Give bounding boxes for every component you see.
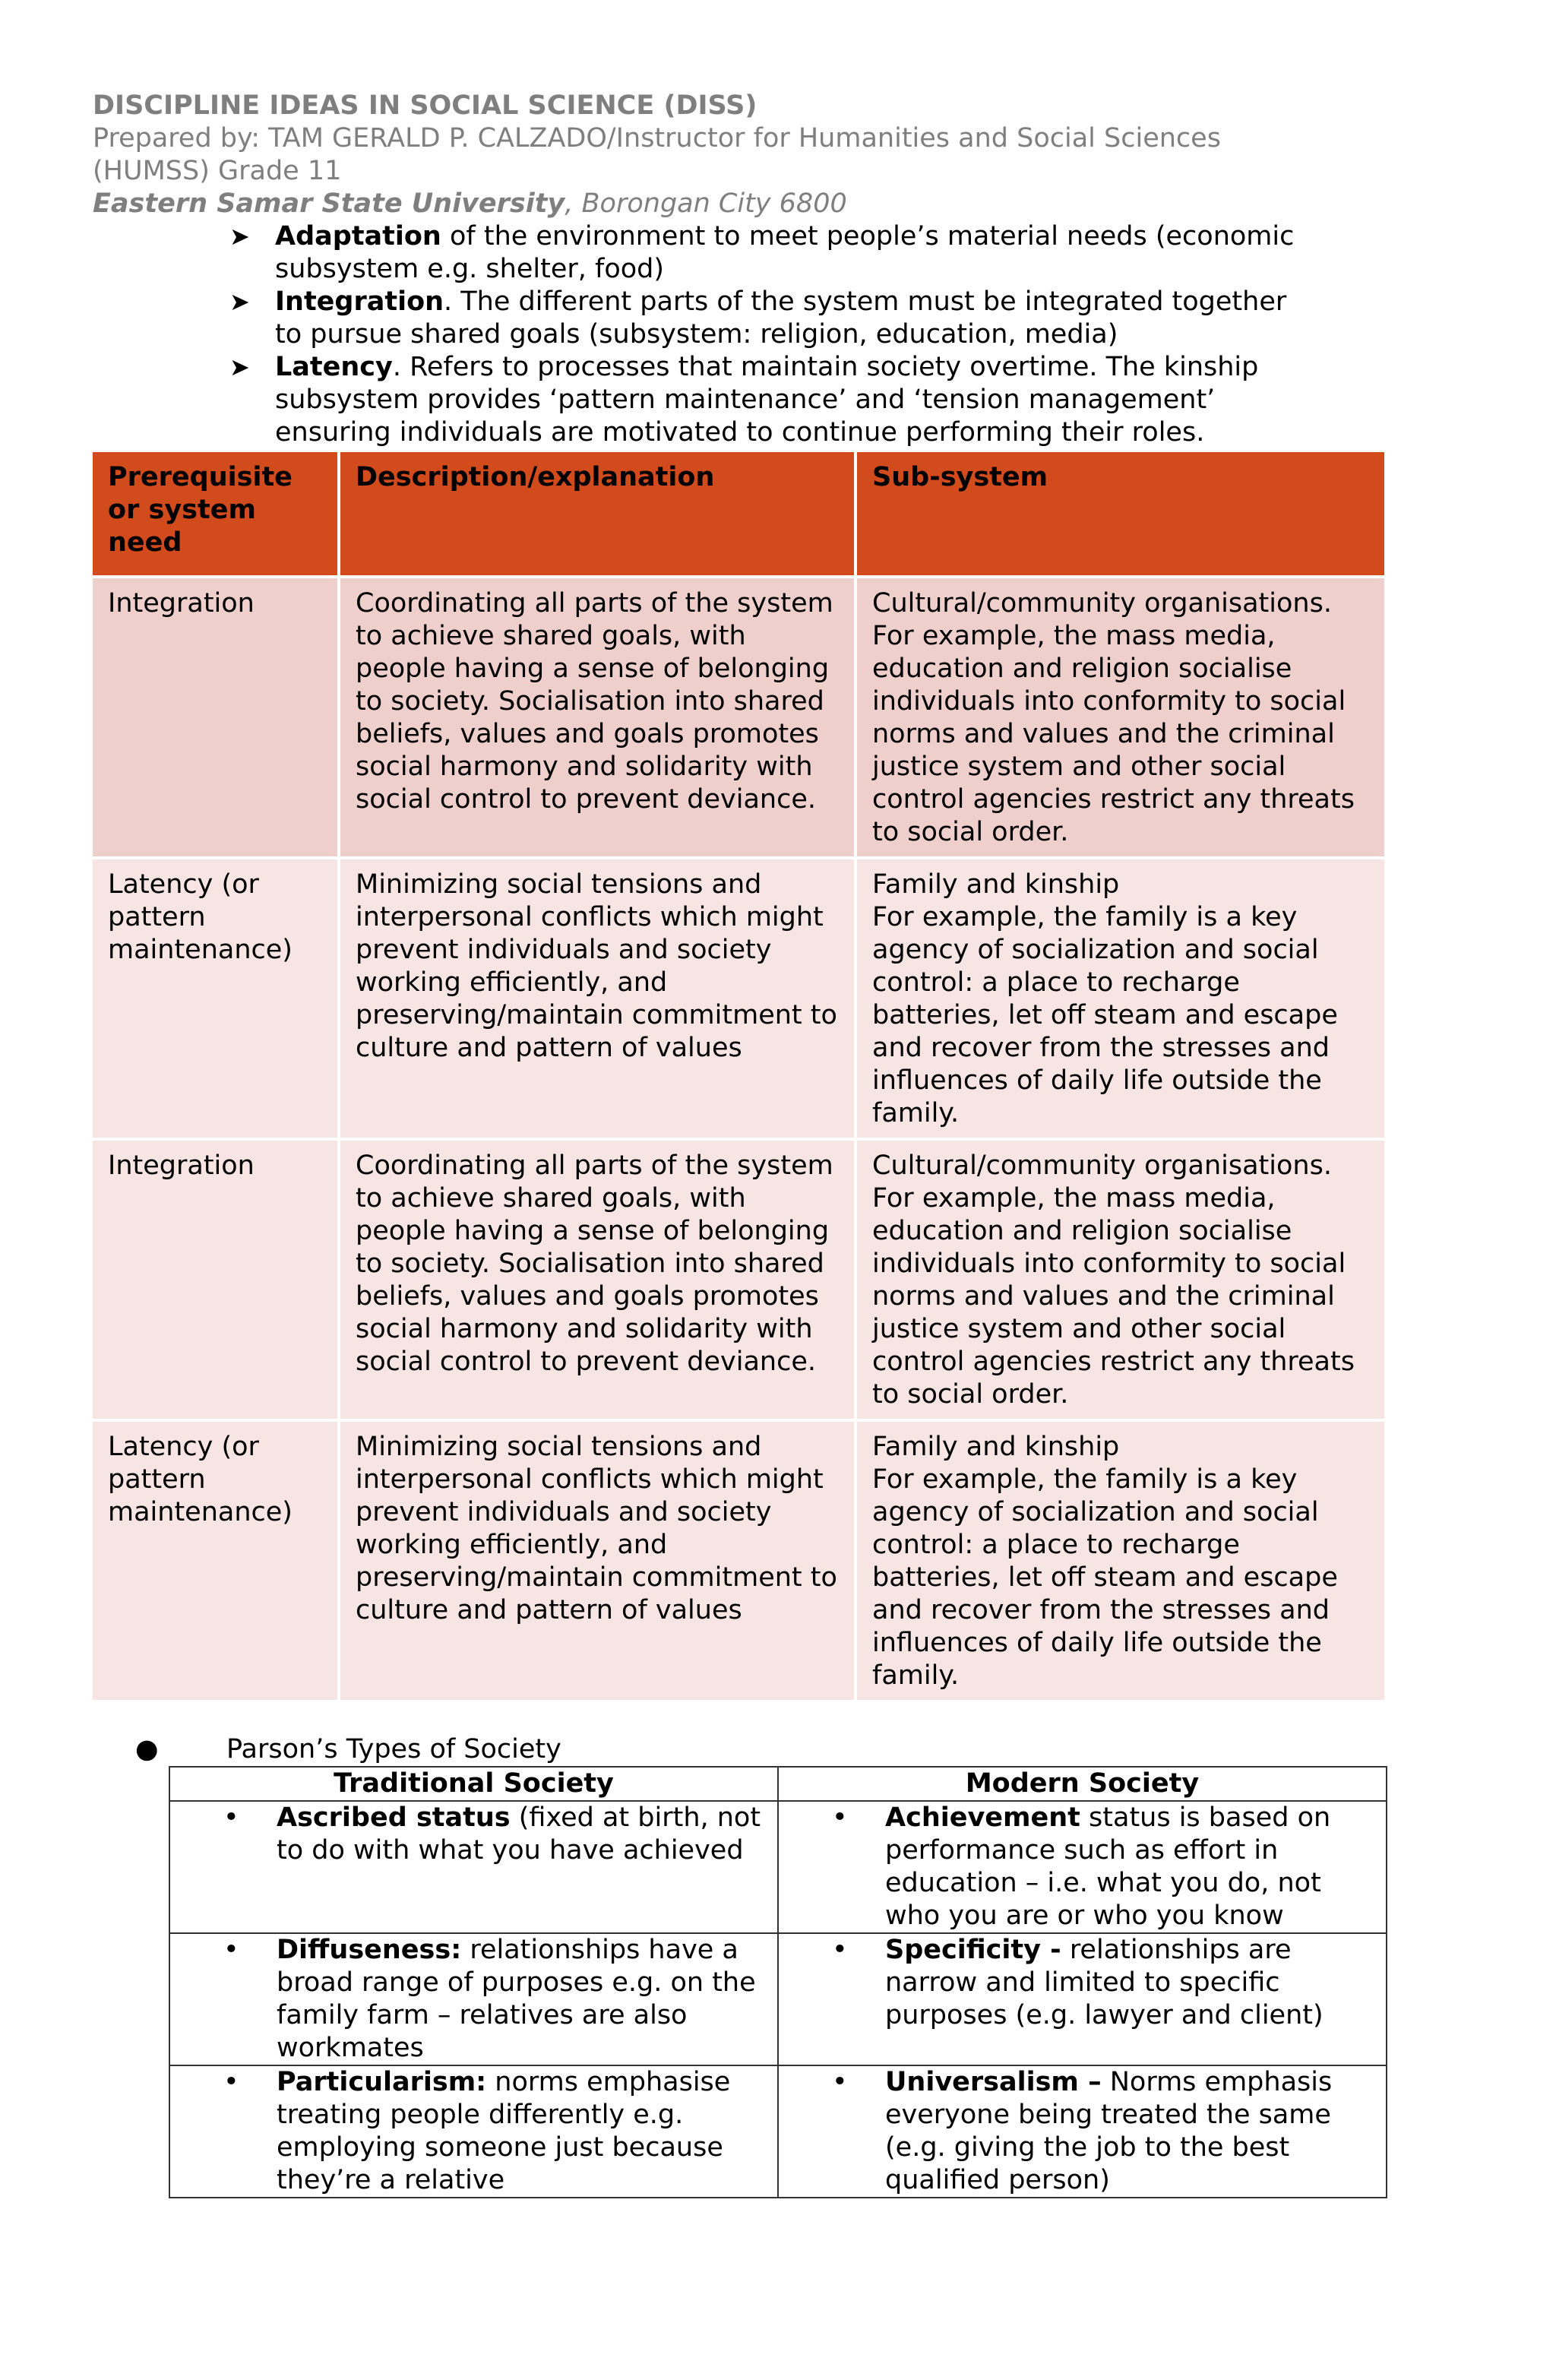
modern-cell	[778, 1933, 1387, 2065]
point-text: . Refers to processes that maintain society overtime. The kinship subsystem provides ‘pattern maintenance’ and ‘tension management’ ensuring individuals are motivated to continue performing their roles.	[275, 352, 1259, 448]
round-bullet-icon: •	[223, 1935, 239, 1965]
table-row	[169, 1933, 1387, 2065]
header-cell-description: Description/explanation	[340, 452, 854, 575]
table-row	[93, 1141, 1384, 1419]
description-cell: Coordinating all parts of the system to achieve shared goals, with people having a sense of belonging to society. Socialisation into shared beliefs, values and goals promotes social harmony and solidarity with social control to prevent deviance.	[340, 1141, 854, 1419]
agil-table	[90, 449, 1387, 1703]
list-item	[779, 2066, 1371, 2197]
subsystem-cell	[857, 1422, 1384, 1700]
point-term: Adaptation	[275, 221, 441, 252]
society-types-table	[169, 1766, 1387, 2198]
trait-text: relationships are narrow and limited to specific purposes (e.g. lawyer and client)	[885, 1935, 1324, 2030]
subsystem-title: Family and kinship	[872, 869, 1120, 900]
table-row	[169, 2065, 1387, 2198]
trait-text: Norms emphasis everyone being treated the same (e.g. giving the job to the best qualified person)	[885, 2067, 1333, 2195]
subsystem-title: Cultural/community organisations.	[872, 1150, 1332, 1181]
arrowhead-bullet-icon: ➤	[229, 353, 250, 381]
table-row	[93, 859, 1384, 1138]
list-item	[229, 286, 1316, 351]
subsystem-text: For example, the family is a key agency of socialization and social control: a place to recharge batteries, let off steam and escape and recover from the stresses and influences of daily life outside the family.	[872, 1464, 1338, 1691]
need-cell: Latency (or pattern maintenance)	[93, 859, 337, 1138]
trait-term: Specificity -	[885, 1935, 1061, 1965]
round-bullet-icon: ●	[135, 1734, 159, 1764]
list-item	[229, 220, 1316, 286]
types-heading-item	[135, 1733, 1384, 1766]
trait-term: Ascribed status	[277, 1802, 511, 1833]
list-item	[779, 1934, 1371, 2032]
traditional-cell	[169, 1801, 778, 1933]
types-heading: Parson’s Types of Society	[226, 1734, 561, 1764]
point-term: Integration	[275, 286, 444, 317]
description-cell: Coordinating all parts of the system to achieve shared goals, with people having a sense of belonging to society. Socialisation into shared beliefs, values and goals promotes social harmony and solidarity with social control to prevent deviance.	[340, 578, 854, 856]
list-item	[170, 2066, 762, 2197]
round-bullet-icon: •	[223, 1802, 239, 1833]
university-name: Eastern Samar State University	[93, 188, 565, 219]
modern-header: Modern Society	[778, 1767, 1387, 1801]
trait-text: (fixed at birth, not to do with what you have achieved	[277, 1802, 761, 1866]
modern-cell	[778, 1801, 1387, 1933]
need-cell: Latency (or pattern maintenance)	[93, 1422, 337, 1700]
list-item	[170, 1802, 762, 1867]
trait-term: Diffuseness:	[277, 1935, 462, 1965]
subsystem-text: For example, the mass media, education and religion socialise individuals into conformity to social norms and values and the criminal justice system and other social control agencies restrict any threats to social order.	[872, 621, 1355, 847]
arrowhead-bullet-icon: ➤	[229, 287, 250, 316]
trait-term: Achievement	[885, 1802, 1080, 1833]
point-text: of the environment to meet people’s material needs (economic subsystem e.g. shelter, food)	[275, 221, 1295, 284]
trait-text: status is based on performance such as effort in education – i.e. what you do, not who you are or who you know	[885, 1802, 1331, 1931]
list-item	[779, 1802, 1371, 1932]
need-cell: Integration	[93, 1141, 337, 1419]
modern-cell	[778, 2065, 1387, 2198]
table-row	[93, 1422, 1384, 1700]
need-cell: Integration	[93, 578, 337, 856]
list-item	[170, 1934, 762, 2065]
point-text: . The different parts of the system must be integrated together to pursue shared goals (subsystem: religion, education, media)	[275, 286, 1287, 350]
traditional-header: Traditional Society	[169, 1767, 778, 1801]
trait-text: relationships have a broad range of purposes e.g. on the family farm – relatives are also workmates	[277, 1935, 756, 2063]
subsystem-title: Cultural/community organisations.	[872, 588, 1332, 619]
document-title: DISCIPLINE IDEAS IN SOCIAL SCIENCE (DISS)	[93, 90, 757, 121]
description-cell: Minimizing social tensions and interpersonal conflicts which might prevent individuals and society working efficiently, and preserving/maintain commitment to culture and pattern of values	[340, 1422, 854, 1700]
table-header-row	[169, 1767, 1387, 1801]
traditional-cell	[169, 1933, 778, 2065]
trait-term: Universalism –	[885, 2067, 1102, 2097]
subsystem-cell	[857, 578, 1384, 856]
subsystem-text: For example, the family is a key agency of socialization and social control: a place to recharge batteries, let off steam and escape and recover from the stresses and influences of daily life outside the family.	[872, 902, 1338, 1128]
round-bullet-icon: •	[832, 2067, 848, 2097]
university-line	[93, 188, 1384, 220]
subsystem-text: For example, the mass media, education and religion socialise individuals into conformity to social norms and values and the criminal justice system and other social control agencies restrict any threats to social order.	[872, 1183, 1355, 1410]
list-item	[229, 351, 1316, 449]
round-bullet-icon: •	[832, 1802, 848, 1833]
description-cell: Minimizing social tensions and interpersonal conflicts which might prevent individuals and society working efficiently, and preserving/maintain commitment to culture and pattern of values	[340, 859, 854, 1138]
traditional-cell	[169, 2065, 778, 2198]
round-bullet-icon: •	[223, 2067, 239, 2097]
subsystem-cell	[857, 859, 1384, 1138]
header-cell-subsystem: Sub-system	[857, 452, 1384, 575]
university-city: , Borongan City 6800	[565, 188, 847, 219]
table-row	[169, 1801, 1387, 1933]
table-header-row	[93, 452, 1384, 575]
subsystem-title: Family and kinship	[872, 1432, 1120, 1462]
prepared-by-line-2: (HUMSS) Grade 11	[93, 156, 342, 186]
point-term: Latency	[275, 352, 393, 382]
header-cell-need: Prerequisite or system need	[93, 452, 337, 575]
subsystem-cell	[857, 1141, 1384, 1419]
trait-term: Particularism:	[277, 2067, 487, 2097]
table-row	[93, 578, 1384, 856]
document-page	[93, 90, 1384, 2198]
document-header	[93, 90, 1384, 220]
agil-point-list	[229, 220, 1316, 449]
arrowhead-bullet-icon: ➤	[229, 222, 250, 251]
round-bullet-icon: •	[832, 1935, 848, 1965]
trait-text: norms emphasise treating people differently e.g. employing someone just because they’re a relative	[277, 2067, 731, 2195]
prepared-by-line-1: Prepared by: TAM GERALD P. CALZADO/Instructor for Humanities and Social Sciences	[93, 123, 1221, 153]
